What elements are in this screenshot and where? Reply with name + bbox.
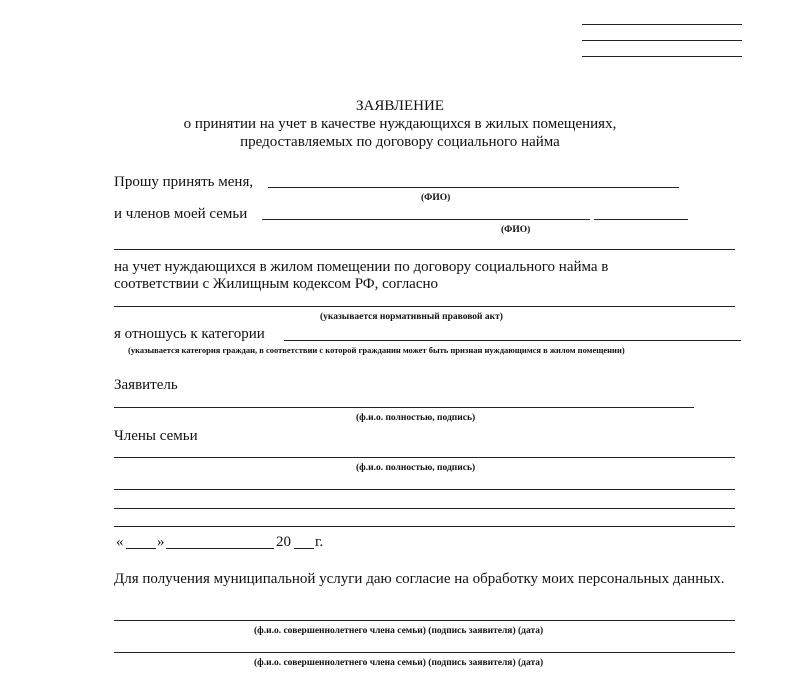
family-member-line-4[interactable] xyxy=(114,526,735,527)
addressee-line-1[interactable] xyxy=(582,24,742,25)
category-line[interactable] xyxy=(284,340,741,341)
applicant-signature-caption: (ф.и.о. полностью, подпись) xyxy=(356,413,476,423)
family-member-signature-caption: (ф.и.о. полностью, подпись) xyxy=(356,463,476,473)
family-fio-caption: (ФИО) xyxy=(501,225,531,235)
date-month-line[interactable] xyxy=(166,548,274,549)
legal-act-caption: (указывается нормативный правовой акт) xyxy=(320,312,503,322)
document-title: ЗАЯВЛЕНИЕ xyxy=(356,98,444,114)
family-member-signature-line[interactable] xyxy=(114,457,735,458)
category-caption: (указывается категория граждан, в соответствии с которой гражданин может быть признан нуждающимся в жилом помещении) xyxy=(128,345,625,355)
adult-signature-caption-1: (ф.и.о. совершеннолетнего члена семьи) (подпись заявителя) (дата) xyxy=(254,626,544,636)
addressee-line-2[interactable] xyxy=(582,40,742,41)
family-fio-line[interactable] xyxy=(262,219,590,220)
legal-act-line[interactable] xyxy=(114,306,735,307)
document-subtitle-line-2: предоставляемых по договору социального найма xyxy=(240,134,560,150)
applicant-fio-caption: (ФИО) xyxy=(421,193,451,203)
date-year-prefix: 20 xyxy=(276,534,291,550)
date-year-line[interactable] xyxy=(294,548,314,549)
date-close-quote: » xyxy=(157,534,165,550)
category-label: я отношусь к категории xyxy=(114,326,265,342)
registration-text-line-2: соответствии с Жилищным кодексом РФ, согласно xyxy=(114,276,439,292)
family-continuation-line[interactable] xyxy=(114,249,735,250)
document-subtitle-line-1: о принятии на учет в качестве нуждающихся в жилых помещениях, xyxy=(183,116,617,132)
applicant-label: Заявитель xyxy=(114,377,178,393)
family-member-line-3[interactable] xyxy=(114,508,735,509)
family-fio-line-extra[interactable] xyxy=(594,219,688,220)
request-label: Прошу принять меня, xyxy=(114,174,254,190)
adult-signature-line-1[interactable] xyxy=(114,620,735,621)
registration-text-line-1: на учет нуждающихся в жилом помещении по договору социального найма в xyxy=(114,259,609,275)
applicant-fio-line[interactable] xyxy=(268,187,679,188)
adult-signature-caption-2: (ф.и.о. совершеннолетнего члена семьи) (подпись заявителя) (дата) xyxy=(254,658,544,668)
date-day-line[interactable] xyxy=(126,548,156,549)
family-member-line-2[interactable] xyxy=(114,489,735,490)
applicant-signature-line[interactable] xyxy=(114,407,694,408)
adult-signature-line-2[interactable] xyxy=(114,652,735,653)
family-label: и членов моей семьи xyxy=(114,206,248,222)
date-year-suffix: г. xyxy=(315,534,324,550)
date-open-quote: « xyxy=(116,534,124,550)
consent-text: Для получения муниципальной услуги даю согласие на обработку моих персональных данных. xyxy=(114,571,725,587)
addressee-line-3[interactable] xyxy=(582,56,742,57)
family-members-label: Члены семьи xyxy=(114,428,198,444)
